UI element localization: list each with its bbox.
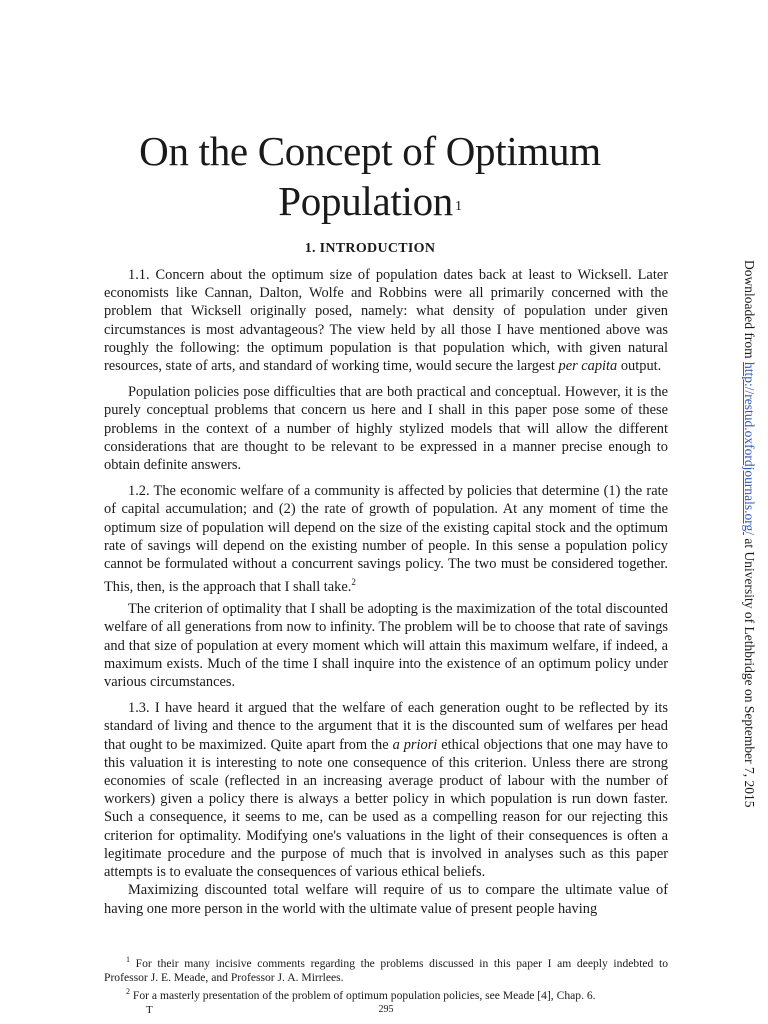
- paragraph-text: 1.1. Concern about the optimum size of population dates back at least to Wicksell. Later economists like Cannan, Dalton, Wolfe and Robbins were all primarily concerned with the problem that Wicksell originally posed, namely: what density of population under given circumstances is most advantageous? The view held by all those I have mentioned above was roughly the following: the optimum population is that population which, with given natural resources, state of arts, and standard of working time, would secure the largest: [104, 267, 668, 375]
- article-title: [110, 126, 630, 226]
- paragraph-criterion: The criterion of optimality that I shall be adopting is the maximization of the total discounted welfare of all generations from now to infinity. The problem will be to choose that rate of savings and that size of population at every moment which will attain this maximum welfare, if indeed, a maximum exists. Much of the time I shall inquire into the existence of an optimum policy under various circumstances.: [104, 601, 668, 691]
- italic-term: a priori: [392, 736, 438, 753]
- paragraph-text: output.: [617, 358, 662, 375]
- download-watermark: [735, 260, 757, 808]
- paragraph-population-policies: Population policies pose difficulties that are both practical and conceptual. However, it is the purely conceptual problems that concern us here and I shall in this paper pose some of these problems in the context of a number of highly stylized models that will allow the different considerations that are thought to be relevant to be expressed in a manner precise enough to obtain definite answers.: [104, 384, 668, 474]
- article-body: [104, 266, 668, 926]
- journal-link[interactable]: http://restud.oxfordjournals.org/: [742, 361, 757, 535]
- footnote-1: [104, 953, 668, 985]
- paragraph-text: 1.2. The economic welfare of a community is affected by policies that determine (1) the rate of capital accumulation; and (2) the rate of growth of population. At any moment of time the optimum size of population will depend on the size of the existing capital stock and the optimum rate of savings will depend on the existing number of people. In this sense a population policy cannot be formulated without a concurrent savings policy. The two must be considered together. This, then, is the approach that I shall take.: [104, 483, 668, 596]
- title-footnote-mark: 1: [454, 199, 462, 214]
- paragraph-text: ethical objections that one may have to this valuation it is interesting to note one consequence of this criterion. Unless there are strong economies of scale (reflected in an increasing average product of labour with the number of workers) given a policy there is always a better policy in which population is run down faster. Such a consequence, it seems to me, can be used as a compelling reason for our rejecting this criterion for optimality. Modifying one's valuations in the light of their consequences is often a legitimate procedure and the purpose of much that is involved in analyses such as this paper attempts is to evaluate the consequences of various ethical beliefs.: [104, 736, 668, 881]
- paragraph-text: 1.3. I have heard it argued that the welfare of each generation ought to be reflected by its standard of living and thence to the argument that it is the discounted sum of welfares per head that ought to be maximized. Quite apart from the: [104, 700, 668, 753]
- paragraph-maximizing: Maximizing discounted total welfare will require of us to compare the ultimate value of having one more person in the world with the ultimate value of present people having: [104, 882, 668, 917]
- footnote-mark: 1: [126, 955, 130, 964]
- signature-mark: T: [146, 1004, 153, 1016]
- footnote-text: For a masterly presentation of the problem of optimum population policies, see Meade [4], Chap. 6.: [130, 988, 596, 1002]
- paragraph-1-3: [104, 699, 668, 881]
- paragraph-1-2: [104, 482, 668, 596]
- watermark-prefix: Downloaded from: [742, 260, 757, 362]
- article-title-line-1: On the Concept of Optimum: [139, 128, 601, 174]
- section-heading: 1. INTRODUCTION: [304, 241, 436, 256]
- footnote-2: [104, 985, 668, 1003]
- article-title-line-2: Population: [278, 178, 453, 224]
- page-number: 295: [378, 1004, 394, 1015]
- watermark-suffix: at University of Lethbridge on September 7, 2015: [742, 534, 757, 808]
- footnotes: [104, 952, 668, 1003]
- footnote-ref-2: 2: [351, 577, 356, 588]
- paragraph-1-1: [104, 266, 668, 375]
- footnote-mark: 2: [126, 986, 130, 996]
- italic-term: per capita: [558, 358, 618, 375]
- footnote-text: For their many incisive comments regarding the problems discussed in this paper I am deeply indebted to Professor J. E. Meade, and Professor J. A. Mirrlees.: [104, 956, 668, 984]
